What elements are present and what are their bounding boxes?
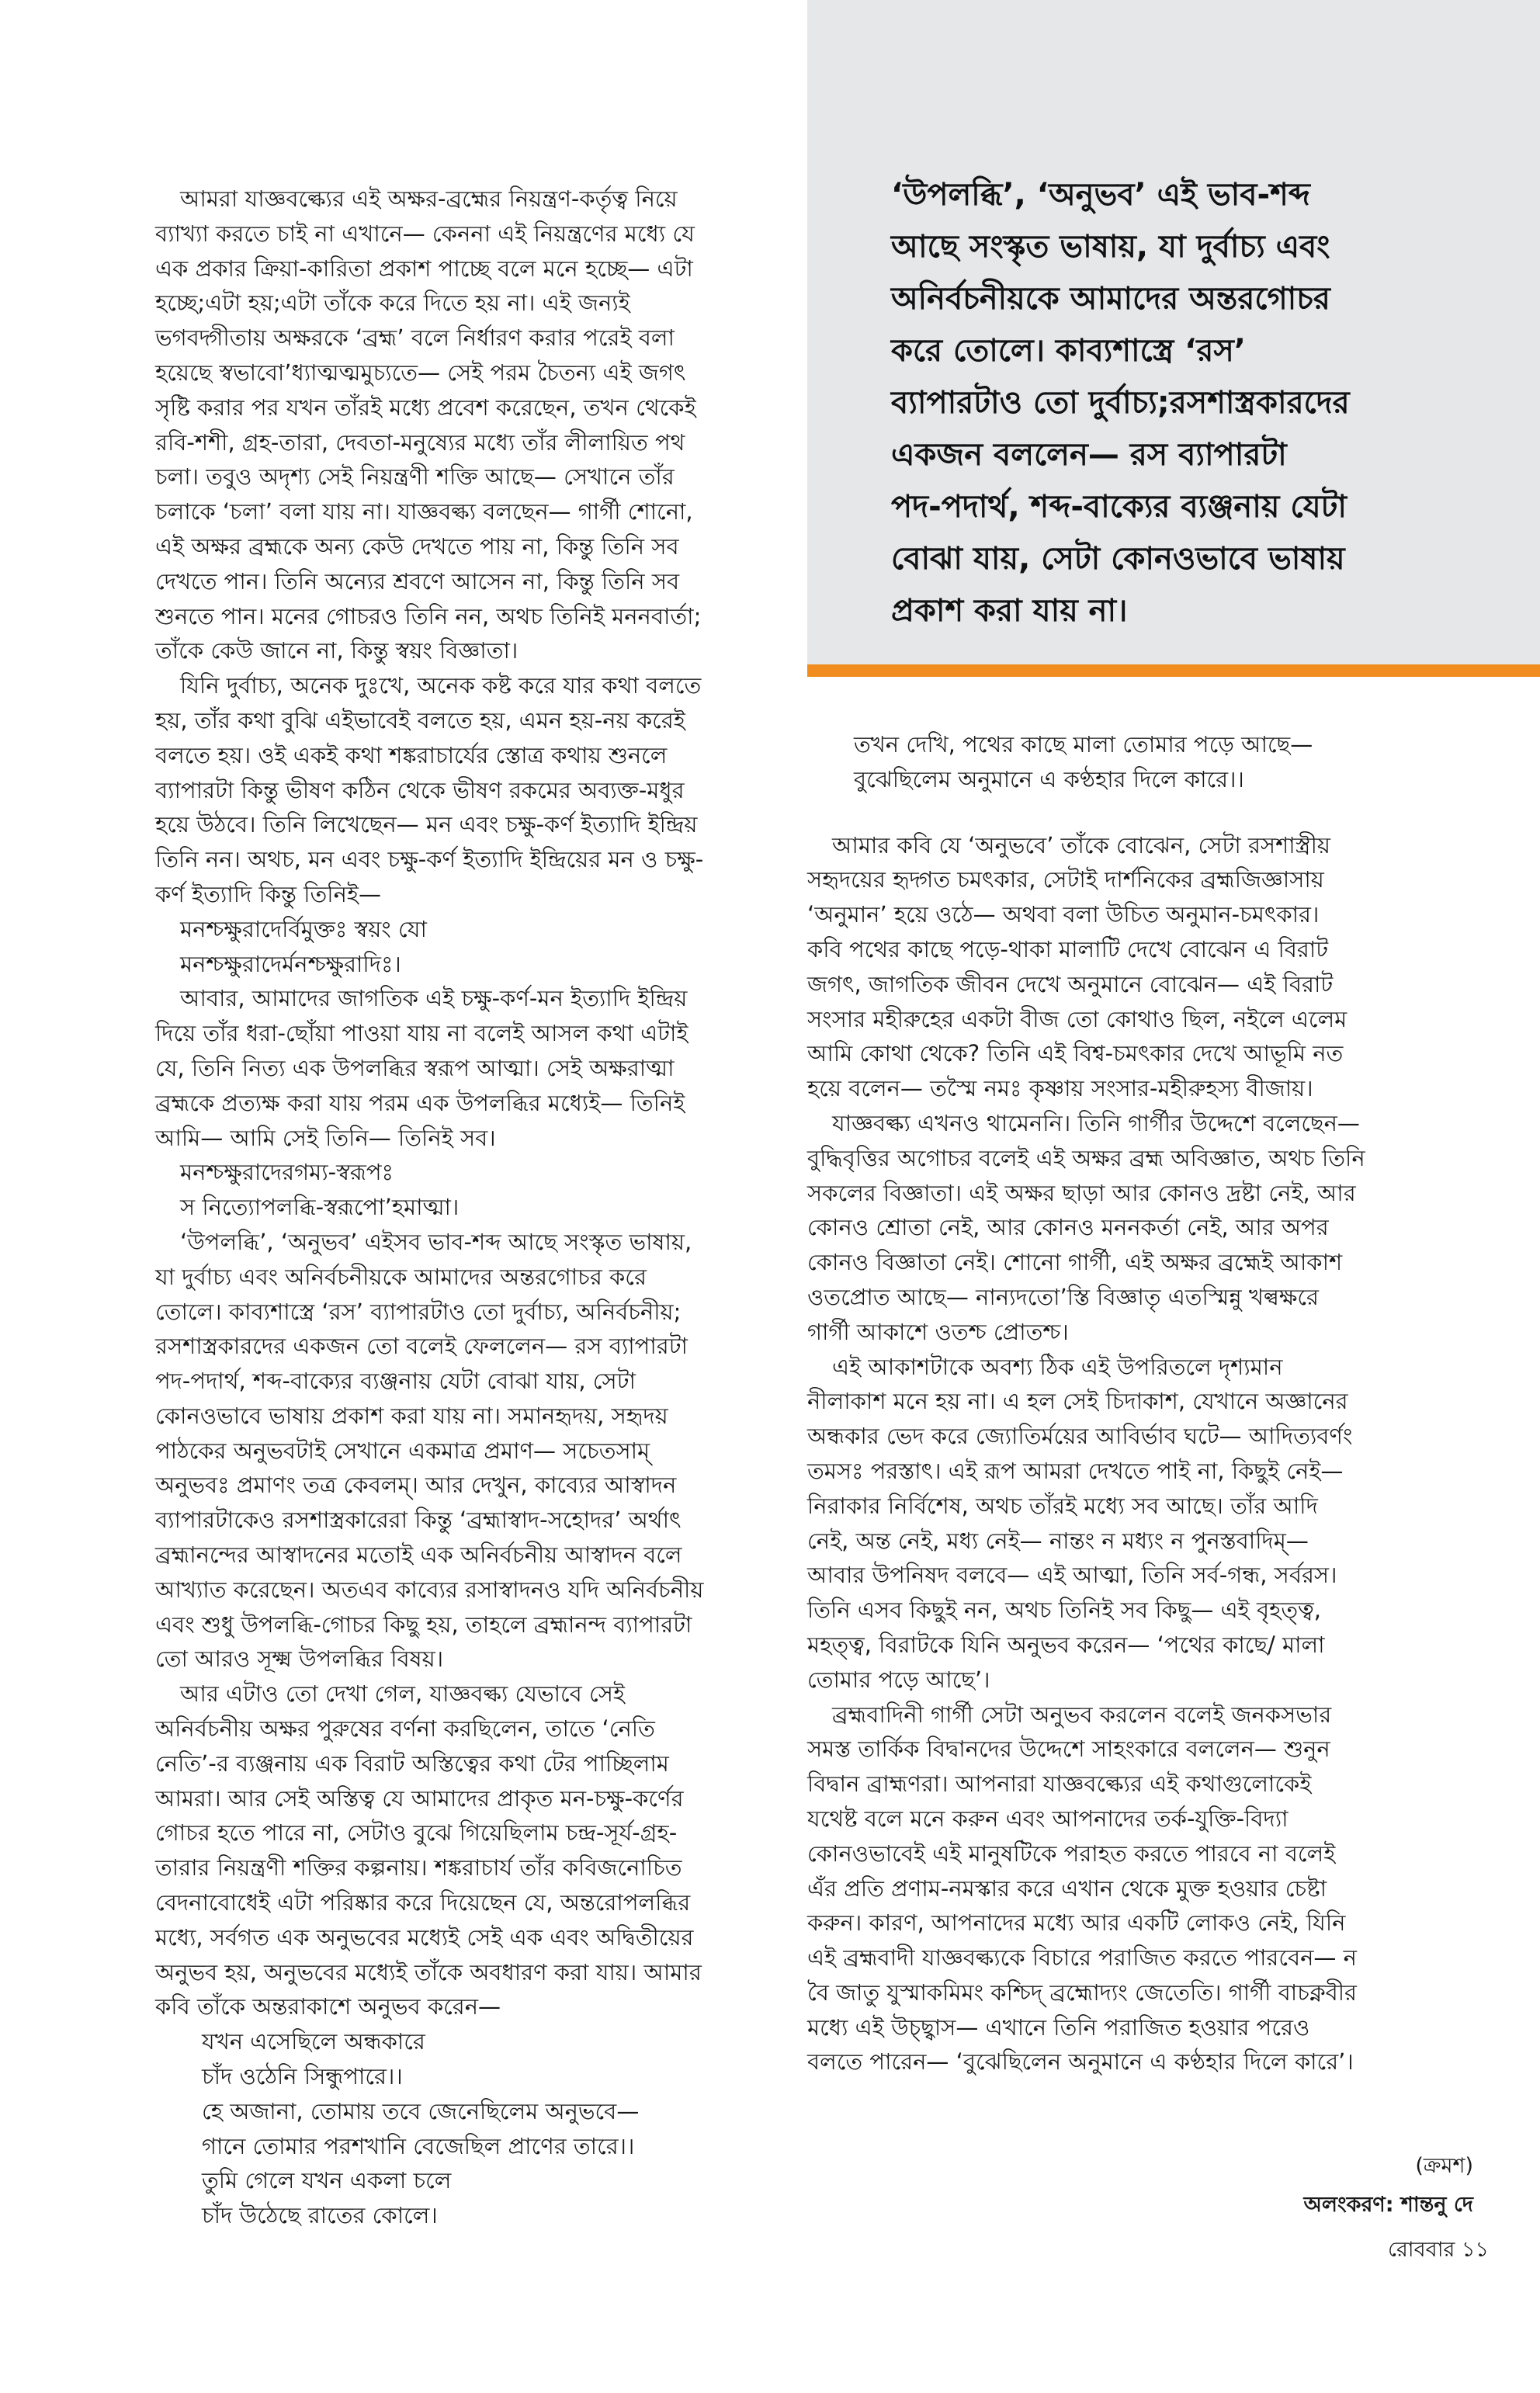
text-line: এই আকাশটাকে অবশ্য ঠিক এই উপরিতলে দৃশ্যমান [832, 1353, 1283, 1380]
text-line: বৈ জাতু যুস্মাকমিমং কশ্চিদ্ ব্রহ্মোদ্যং জেতেতি। গার্গী বাচক্নবীর [807, 1979, 1357, 2006]
pull-quote-line: বোঝা যায়, সেটা কোনওভাবে ভাষায় [891, 541, 1345, 577]
text-line: তারার নিয়ন্ত্রণী শক্তির কল্পনায়। শঙ্করাচার্য তাঁর কবিজনোচিত [155, 1854, 682, 1881]
pull-quote-line: পদ-পদার্থ, শব্দ-বাক্যের ব্যঞ্জনায় যেটা [891, 489, 1348, 525]
text-line: তাঁকে কেউ জানে না, কিন্তু স্বয়ং বিজ্ঞাতা। [155, 637, 519, 664]
text-line: ‘অনুমান’ হয়ে ওঠে— অথবা বলা উচিত অনুমান-চমৎকার। [807, 901, 1320, 928]
text-line: চাঁদ উঠেছে রাতের কোলে। [202, 2202, 438, 2229]
text-line: কবি তাঁকে অন্তরাকাশে অনুভব করেন— [155, 1993, 501, 2020]
text-line: যিনি দুর্বাচ্য, অনেক দুঃখে, অনেক কষ্ট করে যার কথা বলতে [180, 672, 702, 699]
text-line: আমরা যাজ্ঞবল্ক্যের এই অক্ষর-ব্রহ্মের নিয়ন্ত্রণ-কর্তৃত্ব নিয়ে [180, 186, 678, 212]
paragraph [807, 1106, 1483, 1350]
text-line: তমসঃ পরস্তাৎ। এই রূপ আমরা দেখতে পাই না, কিছুই নেই— [807, 1457, 1344, 1484]
pull-quote-line: ব্যাপারটাও তো দুর্বাচ্য;রসশাস্ত্রকারদের [891, 385, 1350, 421]
text-line: ব্রহ্মানন্দের আস্বাদনের মতোই এক অনির্বচনীয় আস্বাদন বলে [155, 1542, 682, 1569]
article-column-left [155, 182, 737, 2233]
text-line: জগৎ, জাগতিক জীবন দেখে অনুমানে বোঝেন— এই বিরাট [807, 970, 1334, 997]
paragraph [807, 828, 1483, 1106]
page-folio: রোববার ১১ [1388, 2238, 1489, 2262]
text-line: হে অজানা, তোমায় তবে জেনেছিলেম অনুভবে— [202, 2097, 640, 2124]
pull-quote-text [891, 169, 1350, 637]
text-line: নিরাকার নির্বিশেষ, অথচ তাঁরই মধ্যে সব আছে। তাঁর আদি [807, 1492, 1318, 1519]
text-line: দেখতে পান। তিনি অন্যের শ্রবণে আসেন না, কিন্তু তিনি সব [155, 567, 680, 595]
spacer [807, 797, 1483, 828]
text-line: দিয়ে তাঁর ধরা-ছোঁয়া পাওয়া যায় না বলেই আসল কথা এটাই [155, 1020, 688, 1047]
text-line: হচ্ছে;এটা হয়;এটা তাঁকে করে দিতে হয় না। এই জন্যই [155, 290, 630, 317]
pull-quote-line: একজন বললেন— রস ব্যাপারটা [891, 437, 1287, 473]
continued-note: (ক্রমশ) [1415, 2154, 1473, 2178]
text-line: মনশ্চক্ষুরাদেরগম্য-স্বরূপঃ [180, 1159, 394, 1186]
text-line: স নিত্যোপলব্ধি-স্বরূপো’হমাত্মা। [180, 1194, 460, 1221]
text-line: ব্রহ্মবাদিনী গার্গী সেটা অনুভব করলেন বলেই জনকসভার [832, 1701, 1332, 1728]
text-line: আমি কোথা থেকে? তিনি এই বিশ্ব-চমৎকার দেখে আভূমি নত [807, 1040, 1344, 1067]
verse-quote [155, 2024, 737, 2233]
text-line: মধ্যে এই উচ্ছ্বাস— এখানে তিনি পরাজিত হওয়ার পরেও [807, 2013, 1310, 2041]
text-line: মনশ্চক্ষুরাদের্বিমুক্তঃ স্বয়ং যো [180, 915, 427, 942]
text-line: কর্ণ ইত্যাদি কিন্তু তিনিই— [155, 880, 381, 907]
text-line: করুন। কারণ, আপনাদের মধ্যে আর একটি লোকও নেই, যিনি [807, 1909, 1346, 1937]
text-line: আবার, আমাদের জাগতিক এই চক্ষু-কর্ণ-মন ইত্যাদি ইন্দ্রিয় [180, 985, 688, 1012]
illustration-credit: অলংকরণ: শান্তনু দে [1303, 2193, 1473, 2217]
text-line: বেদনাবোধেই এটা পরিষ্কার করে দিয়েছেন যে, অন্তরোপলব্ধির [155, 1889, 691, 1916]
pull-quote-line: অনির্বচনীয়কে আমাদের অন্তরগোচর [891, 281, 1330, 317]
text-line: তখন দেখি, পথের কাছে মালা তোমার পড়ে আছে— [854, 731, 1313, 758]
paragraph [155, 1225, 737, 1677]
paragraph [155, 668, 737, 912]
text-line: চলা। তবুও অদৃশ্য সেই নিয়ন্ত্রণী শক্তি আছে— সেখানে তাঁর [155, 463, 675, 491]
text-line: সহৃদয়ের হৃদ্গত চমৎকার, সেটাই দার্শনিকের ব্রহ্মজিজ্ঞাসায় [807, 866, 1324, 893]
text-line: কবি পথের কাছে পড়ে-থাকা মালাটি দেখে বোঝেন এ বিরাট [807, 935, 1329, 962]
text-line: যা দুর্বাচ্য এবং অনির্বচনীয়কে আমাদের অন্তরগোচর করে [155, 1263, 647, 1290]
text-line: কোনওভাবে ভাষায় প্রকাশ করা যায় না। সমানহৃদয়, সহৃদয় [155, 1402, 668, 1429]
text-line: এবং শুধু উপলব্ধি-গোচর কিছু হয়, তাহলে ব্রহ্মানন্দ ব্যাপারটা [155, 1611, 692, 1638]
text-line: রসশাস্ত্রকারদের একজন তো বলেই ফেললেন— রস ব্যাপারটা [155, 1333, 688, 1360]
text-line: সংসার মহীরুহের একটা বীজ তো কোথাও ছিল, নইলে এলেম [807, 1005, 1348, 1032]
text-line: কোনওভাবেই এই মানুষটিকে পরাহত করতে পারবে না বলেই [807, 1840, 1336, 1867]
pull-quote-line: ‘উপলব্ধি’, ‘অনুভব’ এই ভাব-শব্দ [891, 177, 1310, 213]
text-line: মনশ্চক্ষুরাদের্মনশ্চক্ষুরাদিঃ। [180, 950, 401, 977]
pull-quote-line: প্রকাশ করা যায় না। [891, 593, 1128, 629]
text-line: তো আরও সূক্ষ্ম উপলব্ধির বিষয়। [155, 1646, 444, 1673]
text-line: বিদ্বান ব্রাহ্মণরা। আপনারা যাজ্ঞবল্ক্যের এই কথাগুলোকেই [807, 1770, 1312, 1798]
text-line: এক প্রকার ক্রিয়া-কারিতা প্রকাশ পাচ্ছে বলে মনে হচ্ছে— এটা [155, 255, 693, 282]
paragraph [155, 1677, 737, 2024]
text-line: এই ব্রহ্মবাদী যাজ্ঞবল্ক্যকে বিচারে পরাজিত করতে পারবেন— ন [807, 1944, 1357, 1972]
text-line: আমার কবি যে ‘অনুভবে’ তাঁকে বোঝেন, সেটা রসশাস্ত্রীয় [832, 831, 1330, 858]
text-line: যথেষ্ট বলে মনে করুন এবং আপনাদের তর্ক-যুক্তি-বিদ্যা [807, 1805, 1289, 1832]
text-line: অনুভবঃ প্রমাণং তত্র কেবলম্। আর দেখুন, কাব্যের আস্বাদন [155, 1472, 677, 1499]
text-line: হয়ে বলেন— তস্মৈ নমঃ কৃষ্ণায় সংসার-মহীরুহস্য বীজায়। [807, 1075, 1313, 1102]
text-line: নেই, অন্ত নেই, মধ্য নেই— নান্তং ন মধ্যং ন পুনস্তবাদিম্— [807, 1527, 1309, 1554]
text-line: গার্গী আকাশে ওতশ্চ প্রোতশ্চ। [807, 1318, 1069, 1345]
article-column-right [807, 727, 1483, 2079]
text-line: হয়েছে স্বভাবো’ধ্যাত্মত্মমুচ্যতে— সেই পরম চৈতন্য এই জগৎ [155, 359, 686, 386]
text-line: অন্ধকার ভেদ করে জ্যোতির্ময়ের আবির্ভাব ঘটে— আদিত্যবর্ণং [807, 1423, 1353, 1450]
text-line: সমস্ত তার্কিক বিদ্বানদের উদ্দেশে সাহংকারে বললেন— শুনুন [807, 1736, 1330, 1763]
text-line: আখ্যাত করেছেন। অতএব কাব্যের রসাস্বাদনও যদি অনির্বচনীয় [155, 1576, 704, 1603]
text-line: সৃষ্টি করার পর যখন তাঁরই মধ্যে প্রবেশ করেছেন, তখন থেকেই [155, 394, 696, 421]
text-line: কোনও বিজ্ঞাতা নেই। শোনো গার্গী, এই অক্ষর ব্রহ্মেই আকাশ [807, 1249, 1343, 1276]
text-line: আমরা। আর সেই অস্তিত্ব যে আমাদের প্রাকৃত মন-চক্ষু-কর্ণের [155, 1784, 684, 1812]
text-line: ব্যাখ্যা করতে চাই না এখানে— কেননা এই নিয়ন্ত্রণের মধ্যে যে [155, 220, 695, 247]
text-line: ওতপ্রোত আছে— নান্যদতো’স্তি বিজ্ঞাতৃ এতস্মিন্নু খল্বক্ষরে [807, 1283, 1319, 1310]
text-line: তোমার পড়ে আছে’। [807, 1666, 990, 1693]
text-line: যে, তিনি নিত্য এক উপলব্ধির স্বরূপ আত্মা। সেই অক্ষরাত্মা [155, 1054, 675, 1081]
text-line: ব্রহ্মকে প্রত্যক্ষ করা যায় পরম এক উপলব্ধির মধ্যেই— তিনিই [155, 1089, 685, 1116]
text-line: বুদ্ধিবৃত্তির অগোচর বলেই এই অক্ষর ব্রহ্ম অবিজ্ঞাত, অথচ তিনি [807, 1144, 1365, 1171]
text-line: গানে তোমার পরশখানি বেজেছিল প্রাণের তারে।। [202, 2132, 635, 2159]
text-line: বলতে হয়। ওই একই কথা শঙ্করাচার্যের স্তোত্র কথায় শুনলে [155, 741, 668, 768]
text-line: চাঁদ ওঠেনি সিন্ধুপারে।। [202, 2063, 403, 2090]
text-line: অনুভব হয়, অনুভবের মধ্যেই তাঁকে অবধারণ করা যায়। আমার [155, 1958, 702, 1985]
text-line: আর এটাও তো দেখা গেল, যাজ্ঞবল্ক্য যেভাবে সেই [180, 1680, 626, 1708]
text-line: আমি— আমি সেই তিনি— তিনিই সব। [155, 1124, 496, 1151]
paragraph [155, 981, 737, 1155]
text-line: যাজ্ঞবল্ক্য এখনও থামেননি। তিনি গার্গীর উদ্দেশে বলেছেন— [832, 1109, 1360, 1136]
pull-quote-line: করে তোলে। কাব্যশাস্ত্রে ‘রস’ [891, 333, 1246, 369]
text-line: অনির্বচনীয় অক্ষর পুরুষের বর্ণনা করছিলেন, তাতে ‘নেতি [155, 1715, 655, 1743]
verse-quote [155, 912, 737, 982]
pull-quote-accent-bar [807, 664, 1540, 677]
text-line: বুঝেছিলেম অনুমানে এ কণ্ঠহার দিলে কারে।। [854, 765, 1244, 792]
verse-quote [807, 727, 1483, 797]
text-line: নীলাকাশ মনে হয় না। এ হল সেই চিদাকাশ, যেখানে অজ্ঞানের [807, 1388, 1348, 1415]
text-line: ব্যাপারটাকেও রসশাস্ত্রকারেরা কিন্তু ‘ব্রহ্মাস্বাদ-সহোদর’ অর্থাৎ [155, 1507, 682, 1534]
text-line: ভগবদ্গীতায় অক্ষরকে ‘ব্রহ্ম’ বলে নির্ধারণ করার পরেই বলা [155, 324, 675, 352]
text-line: তিনি নন। অথচ, মন এবং চক্ষু-কর্ণ ইত্যাদি ইন্দ্রিয়ের মন ও চক্ষু- [155, 846, 704, 873]
text-line: সকলের বিজ্ঞাতা। এই অক্ষর ছাড়া আর কোনও দ্রষ্টা নেই, আর [807, 1179, 1356, 1206]
text-line: হয়, তাঁর কথা বুঝি এইভাবেই বলতে হয়, এমন হয়-নয় করেই [155, 706, 685, 734]
text-line: মধ্যে, সর্বগত এক অনুভবের মধ্যেই সেই এক এবং অদ্বিতীয়ের [155, 1923, 694, 1951]
text-line: এঁর প্রতি প্রণাম-নমস্কার করে এখান থেকে মুক্ত হওয়ার চেষ্টা [807, 1875, 1327, 1902]
text-line: এই অক্ষর ব্রহ্মকে অন্য কেউ দেখতে পায় না, কিন্তু তিনি সব [155, 532, 679, 560]
text-line: ‘উপলব্ধি’, ‘অনুভব’ এইসব ভাব-শব্দ আছে সংস্কৃত ভাষায়, [180, 1228, 692, 1255]
paragraph [155, 182, 737, 668]
text-line: গোচর হতে পারে না, সেটাও বুঝে গিয়েছিলাম চন্দ্র-সূর্য-গ্রহ- [155, 1819, 678, 1847]
text-line: যখন এসেছিলে অন্ধকারে [202, 2028, 425, 2055]
text-line: পদ-পদার্থ, শব্দ-বাক্যের ব্যঞ্জনায় যেটা বোঝা যায়, সেটা [155, 1368, 636, 1395]
text-line: তোলে। কাব্যশাস্ত্রে ‘রস’ ব্যাপারটাও তো দুর্বাচ্য, অনির্বচনীয়; [155, 1298, 682, 1325]
text-line: বলতে পারেন— ‘বুঝেছিলেন অনুমানে এ কণ্ঠহার দিলে কারে’। [807, 2048, 1354, 2076]
paragraph [807, 1698, 1483, 2080]
text-line: চলাকে ‘চলা’ বলা যায় না। যাজ্ঞবল্ক্য বলছেন— গার্গী শোনো, [155, 498, 693, 525]
verse-quote [155, 1155, 737, 1225]
text-line: তিনি এসব কিছুই নন, অথচ তিনিই সব কিছু— এই বৃহত্ত্ব, [807, 1597, 1321, 1624]
text-line: শুনতে পান। মনের গোচরও তিনি নন, অথচ তিনিই মননবার্তা; [155, 602, 702, 629]
paragraph [807, 1350, 1483, 1698]
text-line: ব্যাপারটা কিন্তু ভীষণ কঠিন থেকে ভীষণ রকমের অব্যক্ত-মধুর [155, 776, 685, 803]
text-line: মহত্ত্ব, বিরাটকে যিনি অনুভব করেন— ‘পথের কাছে/ মালা [807, 1631, 1325, 1658]
text-line: রবি-শশী, গ্রহ-তারা, দেবতা-মনুষ্যের মধ্যে তাঁর লীলায়িত পথ [155, 428, 685, 456]
text-line: তুমি গেলে যখন একলা চলে [202, 2167, 452, 2194]
text-line: হয়ে উঠবে। তিনি লিখেছেন— মন এবং চক্ষু-কর্ণ ইত্যাদি ইন্দ্রিয় [155, 811, 698, 838]
text-line: নেতি’-র ব্যঞ্জনায় এক বিরাট অস্তিত্বের কথা টের পাচ্ছিলাম [155, 1750, 669, 1777]
pull-quote-line: আছে সংস্কৃত ভাষায়, যা দুর্বাচ্য এবং [891, 229, 1330, 265]
text-line: কোনও শ্রোতা নেই, আর কোনও মননকর্তা নেই, আর অপর [807, 1214, 1329, 1241]
text-line: পাঠকের অনুভবটাই সেখানে একমাত্র প্রমাণ— সচেতসাম্ [155, 1437, 650, 1464]
text-line: আবার উপনিষদ বলবে— এই আত্মা, তিনি সর্ব-গন্ধ, সর্বরস। [807, 1562, 1337, 1589]
